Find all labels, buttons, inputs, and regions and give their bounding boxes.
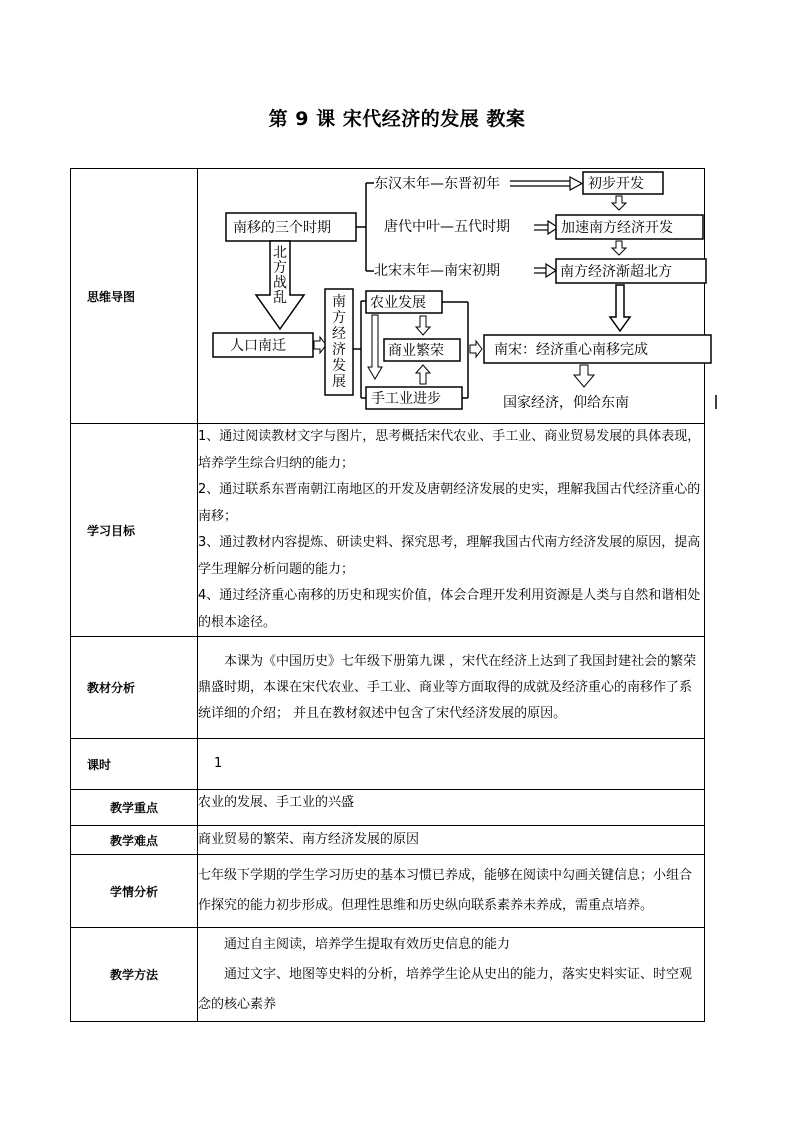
row-key-points — [71, 790, 705, 826]
key-points-label: 教学重点 — [71, 790, 198, 826]
cause-char-1: 北 — [273, 245, 287, 261]
key-points-value: 农业的发展、手工业的兴盛 — [198, 790, 705, 826]
agriculture-text: 农业发展 — [370, 295, 426, 311]
agriculture-to-commerce-arrow — [416, 316, 430, 335]
row-difficulties — [71, 826, 705, 855]
cause-char-4: 乱 — [273, 290, 287, 306]
row-methods — [71, 928, 705, 1022]
objective-3: 3、通过教材内容提炼、研读史料、探究思考，理解我国古代南方经济发展的原因，提高学生理解分析问题的能力； — [198, 535, 701, 577]
result-2-text: 加速南方经济开发 — [561, 220, 673, 236]
row-mindmap — [71, 169, 705, 424]
method-2: 通过文字、地图等史料的分析，培养学生论从史出的能力，落实史料实证、时空观念的核心素养 — [198, 966, 693, 1012]
mindmap-label: 思维导图 — [71, 169, 198, 424]
lesson-plan-table — [70, 168, 705, 1022]
completion-down-arrow — [574, 365, 594, 387]
methods-label: 教学方法 — [71, 928, 198, 1022]
root-text: 南移的三个时期 — [233, 220, 331, 236]
migration-text: 人口南迁 — [230, 338, 286, 354]
method-1: 通过自主阅读，培养学生提取有效历史信息的能力 — [224, 936, 511, 952]
methods-cell — [198, 928, 705, 1022]
row-students — [71, 855, 705, 928]
row-objectives — [71, 424, 705, 637]
objectives-label: 学习目标 — [71, 424, 198, 637]
objective-1: 1、通过阅读教材文字与图片，思考概括宋代农业、手工业、商业贸易发展的具体表现，培养学生综合归纳的能力； — [198, 429, 701, 471]
objectives-cell — [198, 424, 705, 637]
result-1-down-arrow — [612, 196, 626, 210]
students-value: 七年级下学期的学生学习历史的基本习惯已养成，能够在阅读中勾画关键信息；小组合作探究的能力初步形成。但理性思维和历史纵向联系素养未养成，需重点培养。 — [198, 855, 705, 928]
row-hours — [71, 739, 705, 790]
dev-char-5: 发 — [332, 358, 346, 374]
aspect-left-down-arrow — [368, 315, 382, 379]
textbook-text: 本课为《中国历史》七年级下册第九课 ，宋代在经济上达到了我国封建社会的繁荣鼎盛时期，本课在宋代农业、手工业、商业等方面取得的成就及经济重心的南移作了系统详细的介绍； 并且在教材叙述中包含了宋代经济发展的原因。 — [198, 653, 697, 721]
completion-right-arrow — [470, 341, 482, 357]
textbook-cell — [198, 637, 705, 739]
period-3-text: 北宋末年—南宋初期 — [374, 263, 500, 279]
dev-char-1: 南 — [332, 294, 346, 310]
result-1-text: 初步开发 — [588, 176, 644, 192]
hours-label: 课时 — [71, 739, 198, 790]
students-label: 学情分析 — [71, 855, 198, 928]
handicraft-text: 手工业进步 — [371, 391, 441, 407]
period-3-arrow — [534, 264, 556, 277]
difficulties-label: 教学难点 — [71, 826, 198, 855]
saying-text: 国家经济，仰给东南 — [503, 395, 629, 411]
page-title: 第 9 课 宋代经济的发展 教案 — [268, 108, 526, 130]
dev-char-3: 经 — [332, 326, 346, 342]
dev-char-6: 展 — [332, 374, 346, 390]
period-2-text: 唐代中叶—五代时期 — [384, 219, 510, 235]
cause-char-2: 方 — [273, 260, 287, 276]
objective-2: 2、通过联系东晋南朝江南地区的开发及唐朝经济发展的史实，理解我国古代经济重心的南移； — [198, 482, 701, 524]
period-2-arrow — [534, 221, 558, 234]
textbook-label: 教材分析 — [71, 637, 198, 739]
result-2-down-arrow — [612, 241, 626, 255]
hours-value: 1 — [198, 739, 705, 790]
difficulties-value: 商业贸易的繁荣、南方经济发展的原因 — [198, 826, 705, 855]
migration-right-arrow — [314, 337, 326, 353]
commerce-text: 商业繁荣 — [388, 343, 444, 359]
dev-char-2: 方 — [332, 310, 346, 326]
result-3-down-arrow — [610, 285, 630, 331]
row-textbook — [71, 637, 705, 739]
mind-map-diagram — [198, 169, 721, 423]
objective-4: 4、通过经济重心南移的历史和现实价值，体会合理开发利用资源是人类与自然和谐相处的根本途径。 — [198, 588, 701, 630]
mindmap-cell — [198, 169, 705, 424]
period-1-arrow — [510, 177, 582, 190]
handicraft-to-commerce-arrow — [416, 365, 430, 384]
completion-text: 南宋：经济重心南移完成 — [494, 342, 648, 358]
period-1-text: 东汉末年—东晋初年 — [374, 176, 500, 192]
result-3-text: 南方经济渐超北方 — [560, 264, 672, 280]
cause-char-3: 战 — [273, 275, 287, 291]
dev-char-4: 济 — [332, 342, 346, 358]
